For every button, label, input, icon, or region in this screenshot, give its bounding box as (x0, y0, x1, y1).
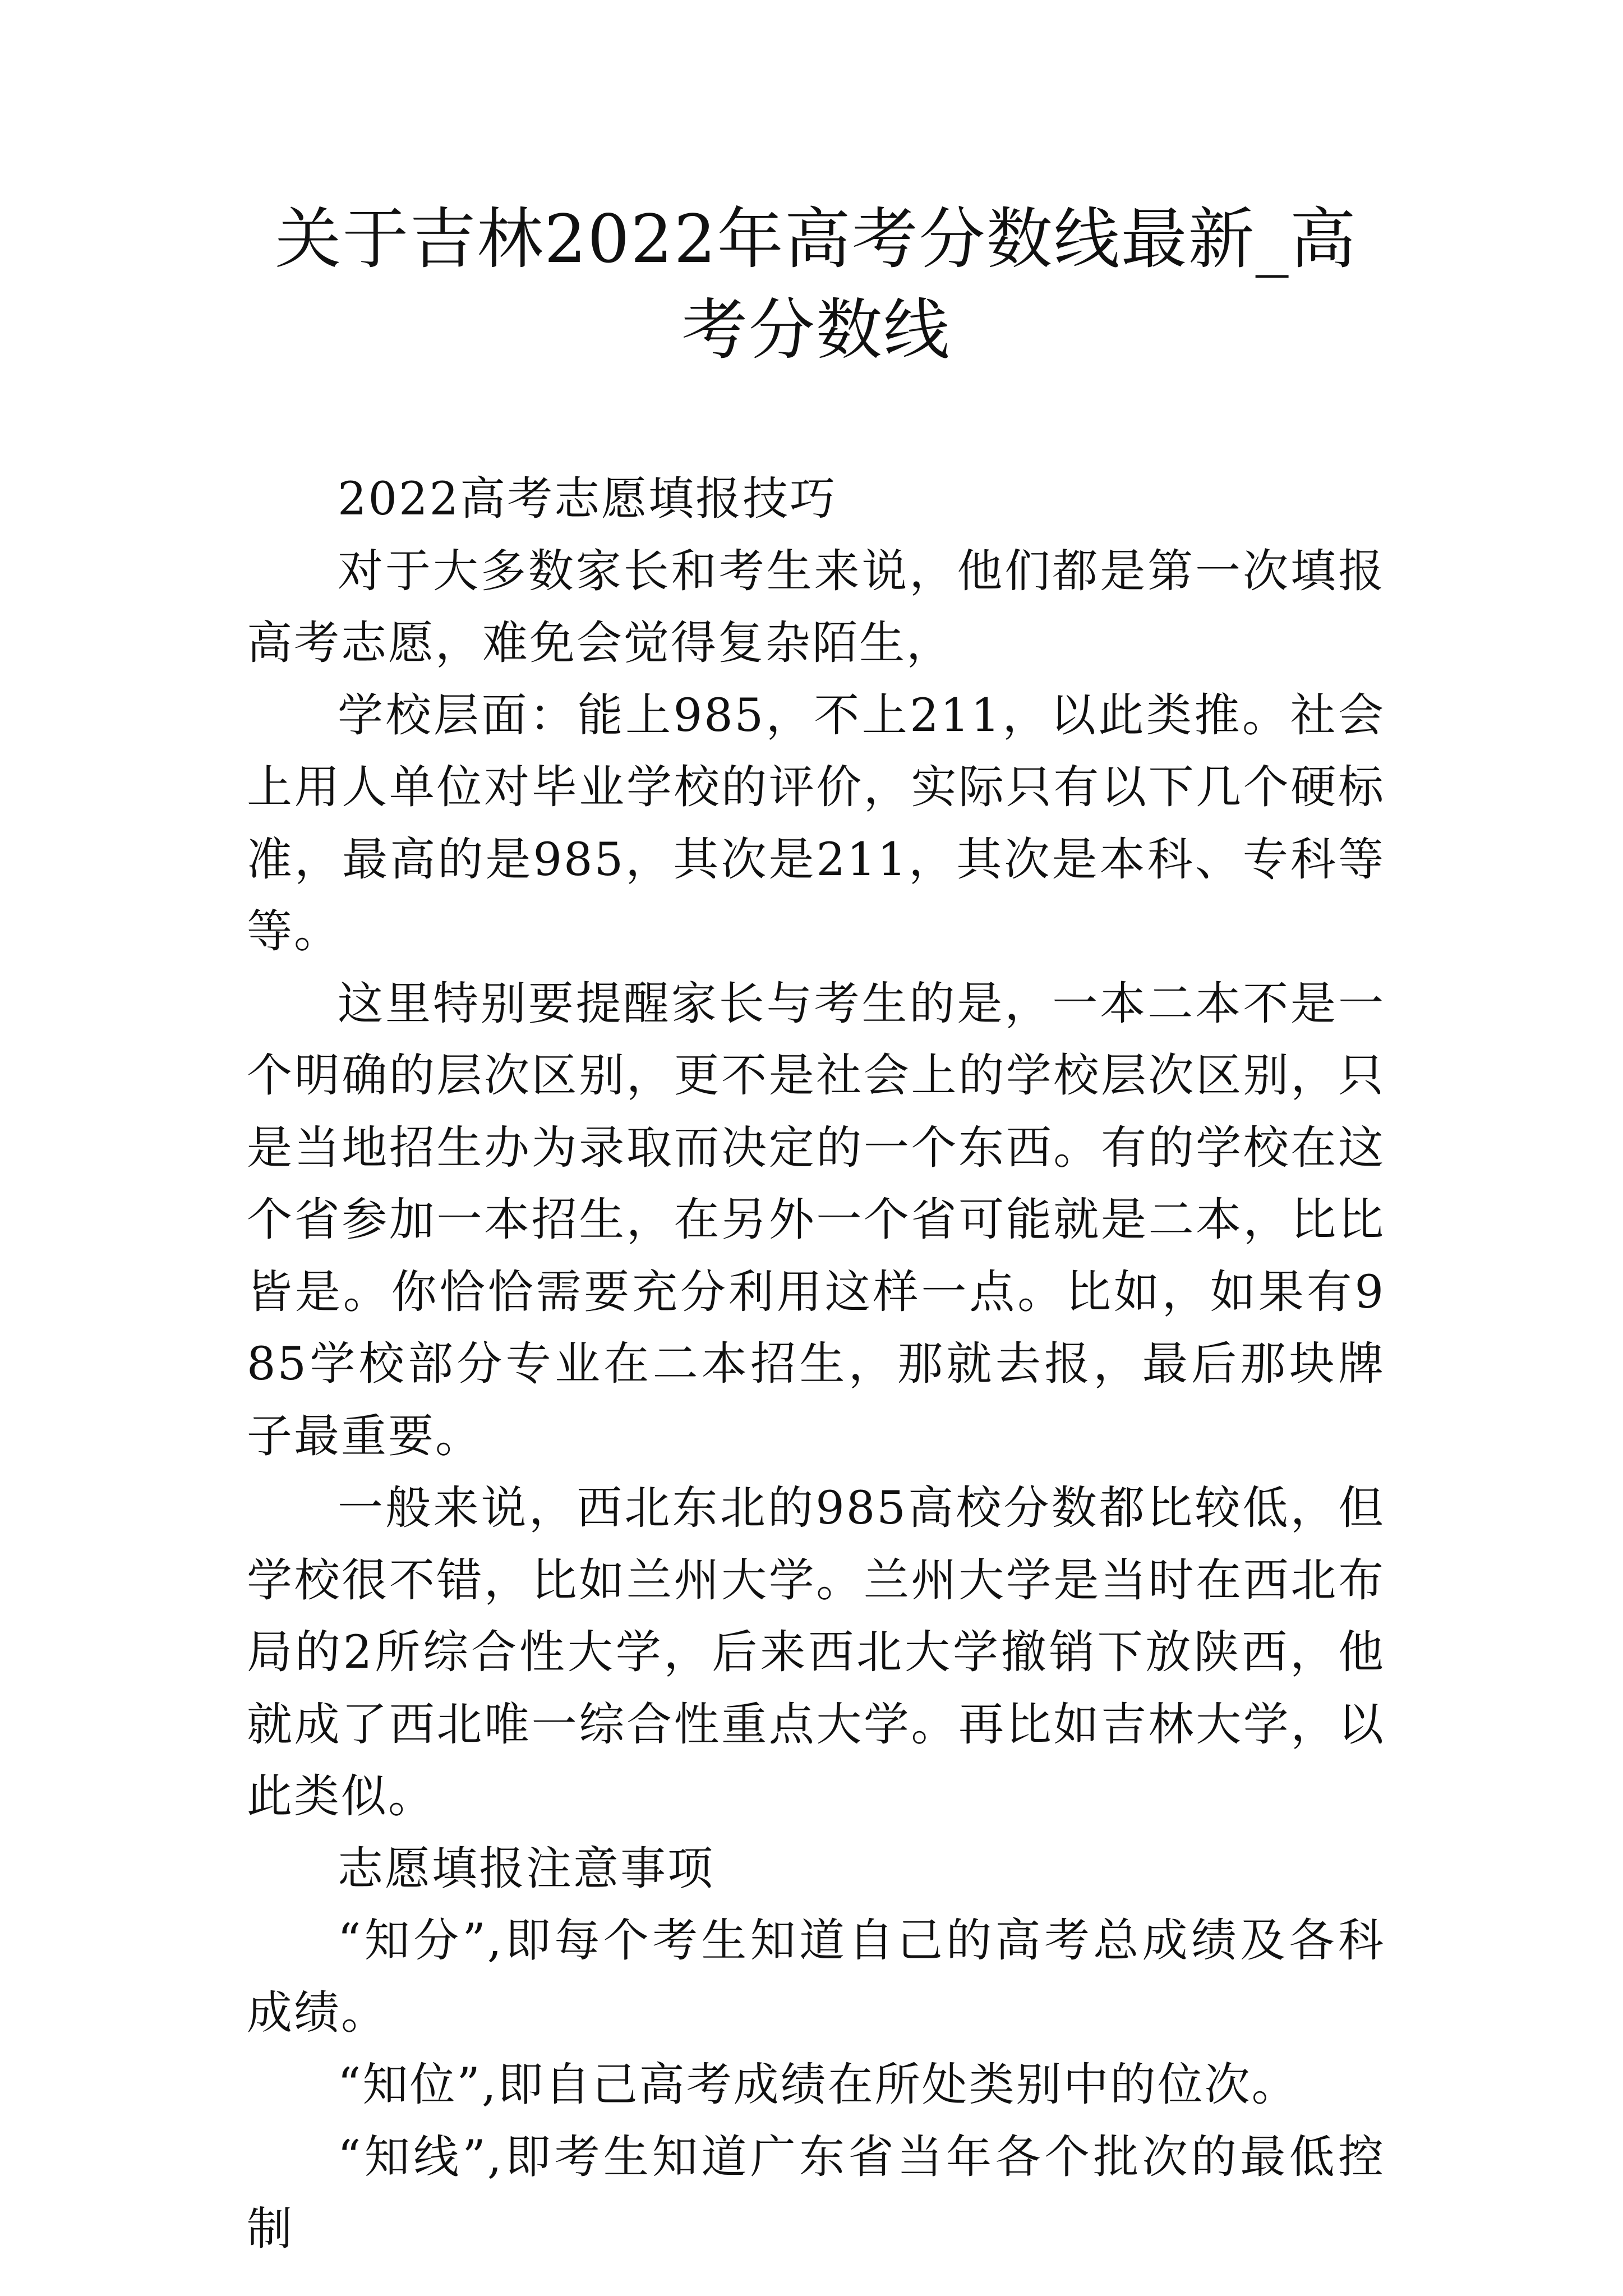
paragraph-know-line: “知线”,即考生知道广东省当年各个批次的最低控制 (247, 2131, 1385, 2256)
paragraph-batch-reminder: 这里特别要提醒家长与考生的是，一本二本不是一个明确的层次区别，更不是社会上的学校层次区别，只是当地招生办为录取而决定的一个东西。有的学校在这个省参加一本招生，在另外一个省可能就是二本，比比皆是。你恰恰需要充分利用这样一点。比如，如果有985学校部分专业在二本招生，那就去报，最后那块牌子最重要。 (247, 977, 1385, 1463)
paragraph-northwest-example: 一般来说，西北东北的985高校分数都比较低，但学校很不错，比如兰州大学。兰州大学是当时在西北布局的2所综合性大学，后来西北大学撤销下放陕西，他就成了西北唯一综合性重点大学。再比如吉林大学，以此类似。 (247, 1482, 1385, 1823)
document-body (247, 463, 1385, 2266)
paragraph-intro: 对于大多数家长和考生来说，他们都是第一次填报高考志愿，难免会觉得复杂陌生， (247, 545, 1385, 670)
paragraph-know-rank: “知位”,即自己高考成绩在所处类别中的位次。 (338, 2059, 1299, 2111)
paragraph-section-heading-notes: 志愿填报注意事项 (338, 1842, 715, 1895)
paragraph-section-heading-tips: 2022高考志愿填报技巧 (338, 473, 837, 526)
document-title: 关于吉林2022年高考分数线最新_高考分数线 (275, 200, 1357, 369)
paragraph-know-score: “知分”,即每个考生知道自己的高考总成绩及各科成绩。 (247, 1915, 1385, 2040)
paragraph-school-level: 学校层面：能上985，不上211，以此类推。社会上用人单位对毕业学校的评价，实际只有以下几个硬标准，最高的是985，其次是211，其次是本科、专科等等。 (247, 689, 1385, 958)
